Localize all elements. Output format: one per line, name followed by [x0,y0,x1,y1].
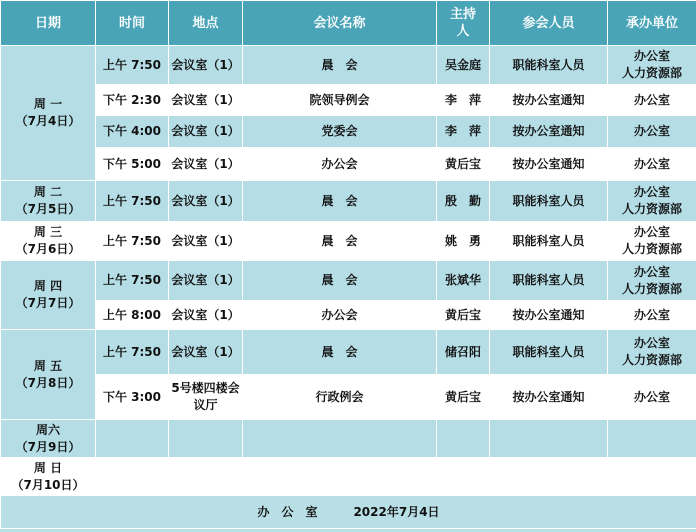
table-row [1,85,696,116]
time-cell: 上午 7:50 [96,330,169,375]
meeting-cell: 行政例会 [243,375,437,420]
time-cell: 下午 5:00 [96,148,169,181]
table-row [1,420,696,458]
organizer-line: 办公室 [633,185,670,199]
host-cell: 黄后宝 [437,148,490,181]
date-label: （7月5日） [15,202,81,216]
meeting-cell: 办公会 [243,301,437,330]
table-row [1,301,696,330]
organizer-cell: 办公室 [608,148,696,181]
empty-cell [243,420,437,458]
table-row [1,330,696,375]
host-cell: 吴金庭 [437,46,490,85]
organizer-line: 办公室 [633,264,670,279]
date-label: （7月8日） [15,375,81,390]
organizer-cell: 办公室 [608,301,696,330]
footer-office: 办 公 室 [257,504,318,519]
place-cell: 会议室（1） [169,148,243,181]
organizer-line: 办公室 [633,225,670,239]
host-cell: 黄后宝 [437,301,490,330]
time-cell: 上午 7:50 [96,46,169,85]
meeting-cell: 晨 会 [243,222,437,261]
empty-cell [96,458,169,496]
attendees-cell: 职能科室人员 [490,330,608,375]
day-label: 周 二 [33,185,63,199]
meeting-cell: 办公会 [243,148,437,181]
organizer-line: 办公室 [633,49,670,63]
attendees-cell: 按办公室通知 [490,148,608,181]
day-cell-tuesday [1,181,96,222]
table-row [1,148,696,181]
empty-cell [608,420,696,458]
attendees-cell: 按办公室通知 [490,116,608,148]
time-cell: 下午 4:00 [96,116,169,148]
date-label: （7月10日） [11,477,85,492]
day-label: 周 三 [33,225,63,239]
attendees-cell: 职能科室人员 [490,181,608,222]
host-cell: 黄后宝 [437,375,490,420]
header-meeting: 会议名称 [243,1,437,46]
header-attendees: 参会人员 [490,1,608,46]
attendees-cell: 按办公室通知 [490,375,608,420]
host-cell: 姚 勇 [437,222,490,261]
attendees-cell: 职能科室人员 [490,46,608,85]
meeting-cell: 晨 会 [243,181,437,222]
date-label: （7月6日） [15,242,81,256]
place-cell: 会议室（1） [169,222,243,261]
empty-cell [490,458,608,496]
host-cell: 张斌华 [437,261,490,301]
header-organizer: 承办单位 [608,1,696,46]
header-host: 主持人 [437,1,490,46]
table-row [1,181,696,222]
time-cell: 上午 7:50 [96,181,169,222]
organizer-line: 办公室 [633,336,670,350]
organizer-cell: 办公室 [608,375,696,420]
organizer-line: 人力资源部 [621,353,682,367]
organizer-cell [608,46,696,85]
place-cell: 会议室（1） [169,46,243,85]
host-cell: 殷 勤 [437,181,490,222]
table-row [1,46,696,85]
day-label: 周 日 [33,460,63,475]
day-label: 周六 [35,422,60,437]
empty-cell [169,420,243,458]
organizer-cell [608,181,696,222]
organizer-cell: 办公室 [608,85,696,116]
host-cell: 储召阳 [437,330,490,375]
empty-cell [490,420,608,458]
header-place: 地点 [169,1,243,46]
footer-row [1,496,696,529]
day-cell-friday [1,330,96,420]
date-label: （7月7日） [15,296,81,310]
time-cell: 上午 7:50 [96,261,169,301]
organizer-cell [608,222,696,261]
place-cell: 会议室（1） [169,116,243,148]
day-cell-monday [1,46,96,181]
empty-cell [437,458,490,496]
place-cell: 会议室（1） [169,261,243,301]
header-date: 日期 [1,1,96,46]
table-row [1,458,696,496]
host-cell: 李 萍 [437,116,490,148]
place-cell: 5号楼四楼会议厅 [169,375,243,420]
empty-cell [169,458,243,496]
attendees-cell: 职能科室人员 [490,261,608,301]
place-cell: 会议室（1） [169,330,243,375]
meeting-cell: 晨 会 [243,330,437,375]
empty-cell [608,458,696,496]
organizer-line: 人力资源部 [621,242,682,256]
empty-cell [437,420,490,458]
date-label: （7月9日） [15,439,81,454]
day-label: 周 四 [33,279,63,293]
attendees-cell: 按办公室通知 [490,301,608,330]
table-row [1,375,696,420]
time-cell: 上午 8:00 [96,301,169,330]
table-row [1,116,696,148]
day-cell-saturday [1,420,96,458]
empty-cell [243,458,437,496]
time-cell: 下午 2:30 [96,85,169,116]
place-cell: 会议室（1） [169,301,243,330]
meeting-cell: 晨 会 [243,261,437,301]
meeting-cell: 晨 会 [243,46,437,85]
day-label: 周 五 [33,358,63,373]
host-cell: 李 萍 [437,85,490,116]
organizer-line: 人力资源部 [621,202,682,216]
place-cell: 会议室（1） [169,85,243,116]
attendees-cell: 职能科室人员 [490,222,608,261]
attendees-cell: 按办公室通知 [490,85,608,116]
table-row [1,222,696,261]
day-cell-thursday [1,261,96,330]
header-row [1,1,696,46]
organizer-cell: 办公室 [608,116,696,148]
organizer-line: 人力资源部 [621,281,682,296]
footer-cell [1,496,696,529]
table-row [1,261,696,301]
day-cell-wednesday [1,222,96,261]
day-cell-sunday [1,458,96,496]
organizer-cell [608,261,696,301]
meeting-cell: 院领导例会 [243,85,437,116]
day-label: 周 一 [33,97,63,111]
time-cell: 上午 7:50 [96,222,169,261]
place-cell: 会议室（1） [169,181,243,222]
time-cell: 下午 3:00 [96,375,169,420]
empty-cell [96,420,169,458]
organizer-cell [608,330,696,375]
meeting-cell: 党委会 [243,116,437,148]
organizer-line: 人力资源部 [621,66,682,80]
header-time: 时间 [96,1,169,46]
footer-date: 2022年7月4日 [353,504,440,519]
date-label: （7月4日） [15,114,81,128]
